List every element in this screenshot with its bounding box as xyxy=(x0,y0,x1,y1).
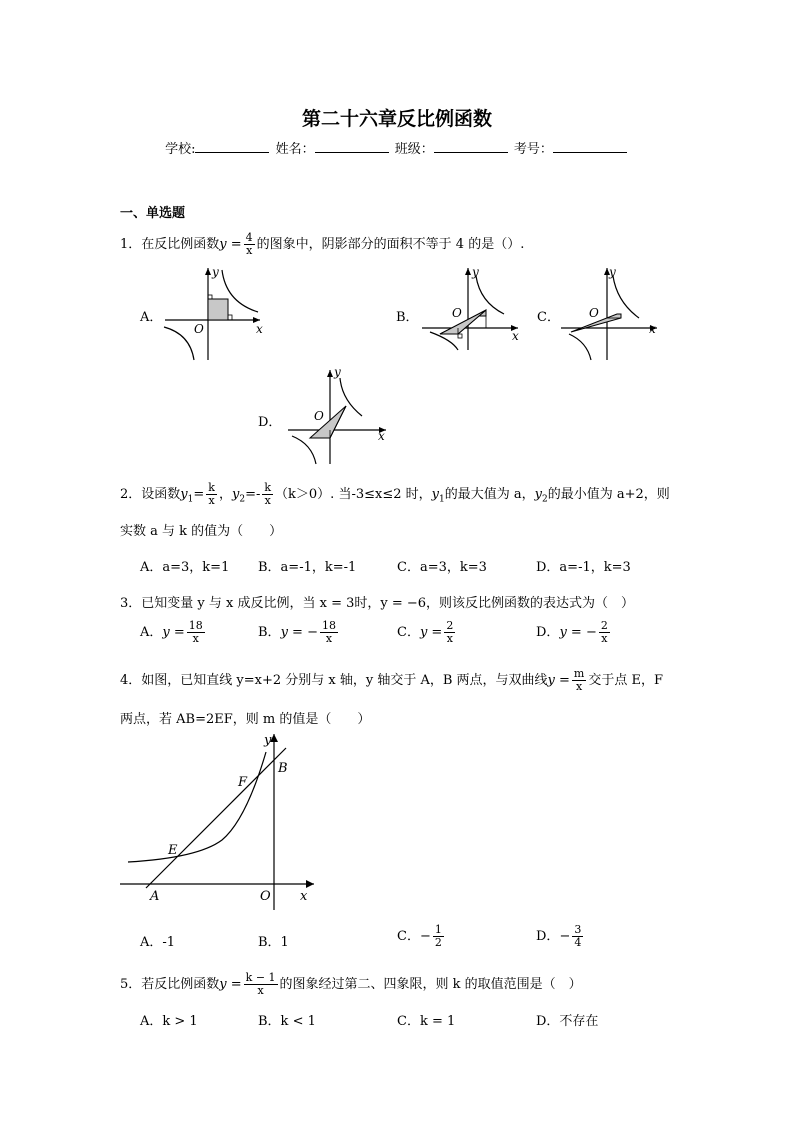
q3-b-label: B． xyxy=(258,625,281,640)
question-1 xyxy=(120,232,524,257)
q5-option-b[interactable]: B．k < 1 xyxy=(258,1014,316,1029)
q3-b-den: x xyxy=(325,632,333,645)
q3-b-pre: y = − xyxy=(280,625,318,640)
q3-c-label: C． xyxy=(397,625,420,640)
q1-frac-num: 4 xyxy=(245,231,253,244)
q4-c-den: 2 xyxy=(434,936,442,949)
question-2 xyxy=(120,482,670,507)
q2-sub2-ref: 2 xyxy=(541,494,548,505)
q1-option-a-label[interactable]: A． xyxy=(140,310,163,325)
q4-label-o: O xyxy=(260,889,271,904)
q1d-x-label: x xyxy=(378,429,385,443)
q4-d-frac xyxy=(572,924,583,949)
q1d-origin: O xyxy=(314,409,324,423)
q1-graph-c xyxy=(557,262,667,362)
q5-option-c[interactable]: C．k = 1 xyxy=(397,1014,456,1029)
q1b-y-label: y xyxy=(472,265,479,279)
q2-option-a[interactable]: A．a=3，k=1 xyxy=(140,560,230,575)
q4-d-label: D． xyxy=(536,929,560,944)
q2-frac2-den: x xyxy=(264,494,271,507)
q4-option-d[interactable] xyxy=(536,924,585,949)
q4-line1-b: 交于点 E，F xyxy=(588,673,664,688)
q4-option-b[interactable]: B．1 xyxy=(258,935,289,950)
q3-a-den: x xyxy=(192,632,199,645)
q5-frac xyxy=(244,972,278,997)
q1-option-d-label[interactable]: D． xyxy=(258,415,282,430)
q3-c-frac xyxy=(444,620,455,645)
q4-c-num: 1 xyxy=(434,923,442,936)
q1-suffix: 的图象中，阴影部分的面积不等于 4 的是（）. xyxy=(256,237,525,252)
q4-option-a[interactable]: A．-1 xyxy=(140,935,176,950)
q2-sub1-ref: 1 xyxy=(439,494,445,505)
q3-option-b[interactable] xyxy=(258,620,340,645)
q4-label-a: A xyxy=(150,889,160,904)
q5-post: 的图象经过第二、四象限，则 k 的取值范围是（ ） xyxy=(279,977,582,992)
school-label: 学校: xyxy=(165,142,196,157)
q3-d-pre: y = − xyxy=(559,625,597,640)
q3-option-a[interactable] xyxy=(140,620,207,645)
q4-option-c[interactable] xyxy=(397,924,446,949)
q4-label-f: F xyxy=(238,775,248,790)
q1-graph-b xyxy=(418,262,528,352)
school-blank[interactable] xyxy=(195,140,269,153)
q3-d-num: 2 xyxy=(600,619,608,632)
page-title: 第二十六章反比例函数 xyxy=(301,108,492,130)
q4-label-y: y xyxy=(264,733,272,748)
q4-hyp-num: m xyxy=(573,667,585,680)
q5-func-y: y = xyxy=(219,977,242,992)
q1-frac-den: x xyxy=(246,244,253,257)
q2-y1-ref: y xyxy=(431,487,439,502)
q1-graph-a xyxy=(160,262,270,362)
q2-y1: y xyxy=(180,487,188,502)
q5-frac-den: x xyxy=(257,984,264,997)
q1c-y-label: y xyxy=(609,265,616,279)
q1-option-b-label[interactable]: B． xyxy=(396,310,419,325)
q2-frac2-num: k xyxy=(264,481,272,494)
q1-fraction xyxy=(244,232,255,257)
question-3: 3．已知变量 y 与 x 成反比例，当 x = 3时，y = −6，则该反比例函数的表达式为（ ） xyxy=(120,596,635,611)
q5-option-d[interactable]: D．不存在 xyxy=(536,1014,599,1029)
q4-line1-a: 4．如图，已知直线 y=x+2 分别与 x 轴，y 轴交于 A，B 两点，与双曲线 xyxy=(120,673,548,688)
q1a-x-label: x xyxy=(256,322,263,336)
q2-frac2 xyxy=(262,482,273,507)
name-blank[interactable] xyxy=(315,140,389,153)
q4-d-num: 3 xyxy=(574,923,582,936)
q2-y2-ref: y xyxy=(534,487,542,502)
q1c-x-label: x xyxy=(649,322,656,336)
student-info-line xyxy=(0,138,794,157)
q3-a-pre: y = xyxy=(162,625,185,640)
q1c-origin: O xyxy=(589,306,599,320)
q1-number: 1． xyxy=(120,237,142,252)
number-blank[interactable] xyxy=(553,140,627,153)
q1b-x-label: x xyxy=(512,329,519,343)
q3-a-frac xyxy=(187,620,205,645)
q3-a-num: 18 xyxy=(188,619,203,632)
q1-option-c-label[interactable]: C． xyxy=(537,310,560,325)
q5-pre: 5．若反比例函数 xyxy=(120,977,220,992)
q1-func-y: y = xyxy=(219,237,242,252)
class-label: 班级： xyxy=(394,142,434,157)
q2-frac1-num: k xyxy=(208,481,215,494)
q4-line2: 两点，若 AB=2EF，则 m 的值是（ ） xyxy=(120,712,371,727)
q3-d-frac xyxy=(599,620,610,645)
q2-max-text: 的最大值为 a， xyxy=(444,487,535,502)
q2-line2: 实数 a 与 k 的值为（ ） xyxy=(120,524,283,539)
section-heading: 一、单选题 xyxy=(120,206,186,221)
q4-d-pre: − xyxy=(559,929,571,944)
q2-option-d[interactable]: D．a=-1，k=3 xyxy=(536,560,631,575)
q1a-origin: O xyxy=(194,322,204,336)
q2-comma: ， xyxy=(218,487,232,502)
q4-hyp-frac xyxy=(572,668,586,693)
q4-c-pre: − xyxy=(419,929,431,944)
q2-eq1: = xyxy=(193,487,205,502)
q1b-origin: O xyxy=(452,306,462,320)
q3-c-den: x xyxy=(446,632,453,645)
q1-graph-d xyxy=(284,364,394,466)
question-4 xyxy=(120,668,663,693)
q2-sub2: 2 xyxy=(239,494,246,505)
q2-condition: （k＞0）. 当-3≤x≤2 时， xyxy=(275,487,432,502)
q5-frac-num: k − 1 xyxy=(245,971,276,984)
name-label: 姓名： xyxy=(275,142,315,157)
q4-c-frac xyxy=(433,924,444,949)
q4-label-e: E xyxy=(168,843,178,858)
q3-option-c[interactable] xyxy=(397,620,457,645)
question-5 xyxy=(120,972,582,997)
q3-b-frac xyxy=(320,620,338,645)
q4-figure xyxy=(118,730,324,912)
q1d-y-label: y xyxy=(334,365,341,379)
q2-option-b[interactable]: B．a=-1，k=-1 xyxy=(258,560,357,575)
q2-frac1 xyxy=(206,482,217,507)
q3-d-den: x xyxy=(601,632,608,645)
q2-option-c[interactable]: C．a=3，k=3 xyxy=(397,560,487,575)
q4-hyp-y: y = xyxy=(547,673,570,688)
q1a-y-label: y xyxy=(212,265,219,279)
number-label: 考号： xyxy=(513,142,553,157)
q4-c-label: C． xyxy=(397,929,420,944)
q4-label-x: x xyxy=(300,889,308,904)
class-blank[interactable] xyxy=(434,140,508,153)
q4-label-b: B xyxy=(278,761,288,776)
q3-a-label: A． xyxy=(140,625,163,640)
q4-d-den: 4 xyxy=(574,936,582,949)
q4-hyp-den: x xyxy=(576,680,583,693)
q3-b-num: 18 xyxy=(321,619,336,632)
q3-option-d[interactable] xyxy=(536,620,612,645)
q2-y2: y xyxy=(231,487,240,502)
q2-sub1: 1 xyxy=(187,494,194,505)
q5-option-a[interactable]: A．k > 1 xyxy=(140,1014,198,1029)
q3-c-num: 2 xyxy=(446,619,454,632)
q2-min-text: 的最小值为 a+2，则 xyxy=(547,487,670,502)
q3-c-pre: y = xyxy=(419,625,443,640)
q3-d-label: D． xyxy=(536,625,560,640)
q2-prefix: 2．设函数 xyxy=(120,487,181,502)
q1-prefix: 在反比例函数 xyxy=(141,237,220,252)
q2-frac1-den: x xyxy=(208,494,215,507)
q2-eq2: =- xyxy=(245,487,261,502)
